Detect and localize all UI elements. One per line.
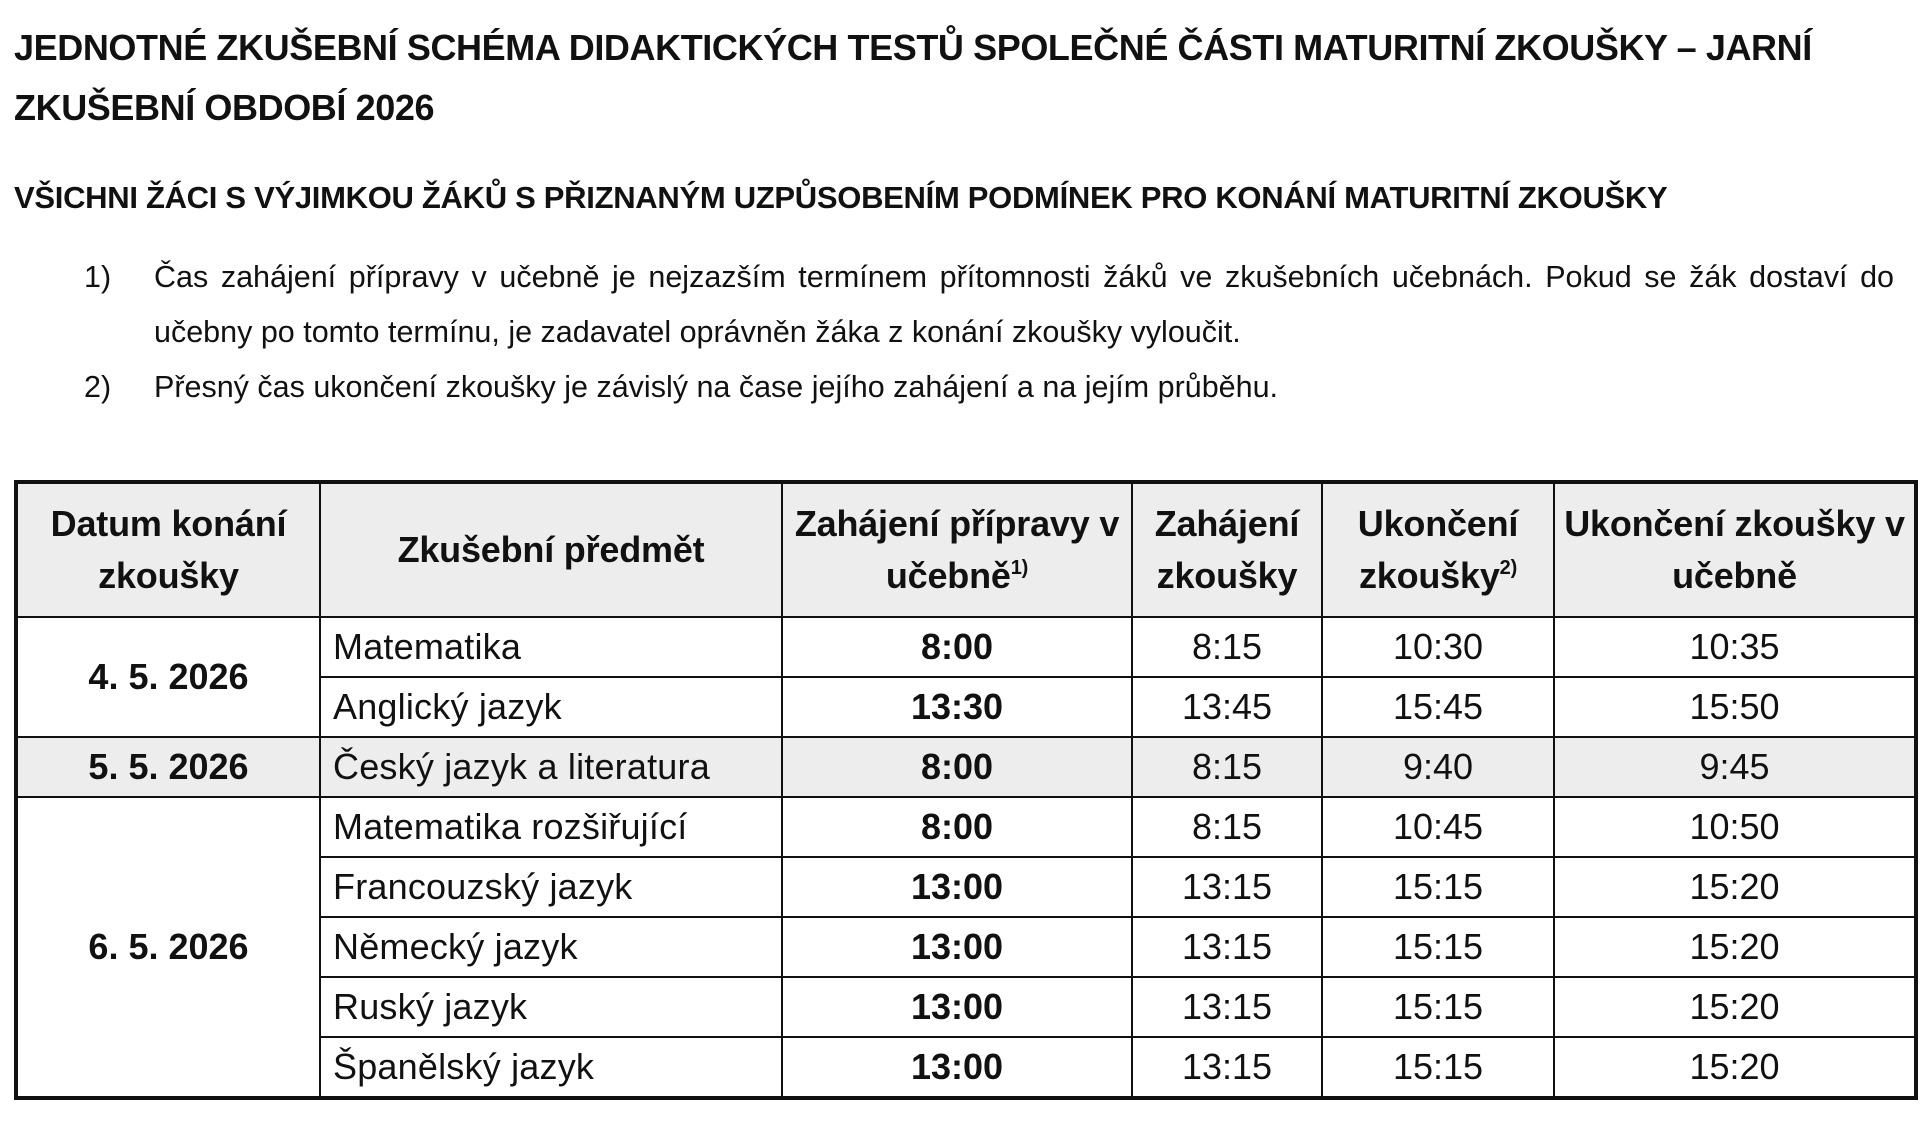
prep-time-cell: 13:00 — [782, 917, 1132, 977]
subject-cell: Španělský jazyk — [320, 1037, 782, 1098]
start-time-cell: 8:15 — [1132, 737, 1322, 797]
header-exam-end-in-room: Ukončení zkoušky v učebně — [1554, 482, 1916, 617]
header-subject: Zkušební předmět — [320, 482, 782, 617]
room-end-time-cell: 15:50 — [1554, 677, 1916, 737]
subject-cell: Matematika rozšiřující — [320, 797, 782, 857]
prep-time-cell: 13:00 — [782, 857, 1132, 917]
end-time-cell: 10:45 — [1322, 797, 1554, 857]
note-number: 2) — [84, 370, 112, 404]
footnote-marker: 1) — [1010, 557, 1029, 579]
document-page — [14, 18, 1914, 415]
exam-schedule-table — [14, 480, 1918, 1100]
end-time-cell: 15:15 — [1322, 977, 1554, 1037]
start-time-cell: 13:15 — [1132, 1037, 1322, 1098]
room-end-time-cell: 10:35 — [1554, 617, 1916, 677]
prep-time-cell: 8:00 — [782, 737, 1132, 797]
header-exam-start: Zahájení zkoušky — [1132, 482, 1322, 617]
end-time-cell: 9:40 — [1322, 737, 1554, 797]
room-end-time-cell: 10:50 — [1554, 797, 1916, 857]
table-row — [16, 617, 1916, 677]
document-subtitle: VŠICHNI ŽÁCI S VÝJIMKOU ŽÁKŮ S PŘIZNANÝM UZPŮSOBENÍM PODMÍNEK PRO KONÁNÍ MATURITNÍ ZKOUŠKY — [14, 180, 1668, 215]
table-row — [16, 797, 1916, 857]
prep-time-cell: 13:00 — [782, 1037, 1132, 1098]
start-time-cell: 8:15 — [1132, 797, 1322, 857]
subject-cell: Český jazyk a literatura — [320, 737, 782, 797]
start-time-cell: 13:15 — [1132, 857, 1322, 917]
notes-list — [14, 250, 1914, 415]
start-time-cell: 13:45 — [1132, 677, 1322, 737]
note-item — [14, 250, 1894, 360]
start-time-cell: 8:15 — [1132, 617, 1322, 677]
note-number: 1) — [84, 260, 112, 294]
date-cell: 4. 5. 2026 — [16, 617, 320, 737]
room-end-time-cell: 15:20 — [1554, 917, 1916, 977]
table-header-row — [16, 482, 1916, 617]
header-exam-end: Ukončení zkoušky$^{2)}$ — [1322, 482, 1554, 617]
date-cell: 5. 5. 2026 — [16, 737, 320, 797]
end-time-cell: 10:30 — [1322, 617, 1554, 677]
document-title: JEDNOTNÉ ZKUŠEBNÍ SCHÉMA DIDAKTICKÝCH TESTŮ SPOLEČNÉ ČÁSTI MATURITNÍ ZKOUŠKY – JARNÍ ZKUŠEBNÍ OBDOBÍ 2026 — [14, 27, 1812, 128]
end-time-cell: 15:15 — [1322, 917, 1554, 977]
header-date: Datum konání zkoušky — [16, 482, 320, 617]
start-time-cell: 13:15 — [1132, 917, 1322, 977]
room-end-time-cell: 15:20 — [1554, 1037, 1916, 1098]
note-text: Přesný čas ukončení zkoušky je závislý na čase jejího zahájení a na jejím průběhu. — [154, 370, 1279, 404]
subject-cell: Anglický jazyk — [320, 677, 782, 737]
room-end-time-cell: 15:20 — [1554, 857, 1916, 917]
subject-cell: Ruský jazyk — [320, 977, 782, 1037]
end-time-cell: 15:45 — [1322, 677, 1554, 737]
end-time-cell: 15:15 — [1322, 857, 1554, 917]
room-end-time-cell: 15:20 — [1554, 977, 1916, 1037]
start-time-cell: 13:15 — [1132, 977, 1322, 1037]
prep-time-cell: 13:00 — [782, 977, 1132, 1037]
table-row — [16, 737, 1916, 797]
prep-time-cell: 8:00 — [782, 617, 1132, 677]
subject-cell: Matematika — [320, 617, 782, 677]
subject-cell: Francouzský jazyk — [320, 857, 782, 917]
footnote-marker: 2) — [1499, 557, 1518, 579]
header-prep-start: Zahájení přípravy v učebně$^{1)}$ — [782, 482, 1132, 617]
note-item — [14, 360, 1894, 415]
subject-cell: Německý jazyk — [320, 917, 782, 977]
end-time-cell: 15:15 — [1322, 1037, 1554, 1098]
note-text: Čas zahájení přípravy v učebně je nejzazším termínem přítomnosti žáků ve zkušebních učebnách. Pokud se žák dostaví do učebny po tomto termínu, je zadavatel oprávněn žáka z konání zkoušky vyloučit. — [154, 260, 1894, 349]
prep-time-cell: 8:00 — [782, 797, 1132, 857]
room-end-time-cell: 9:45 — [1554, 737, 1916, 797]
prep-time-cell: 13:30 — [782, 677, 1132, 737]
date-cell: 6. 5. 2026 — [16, 797, 320, 1098]
